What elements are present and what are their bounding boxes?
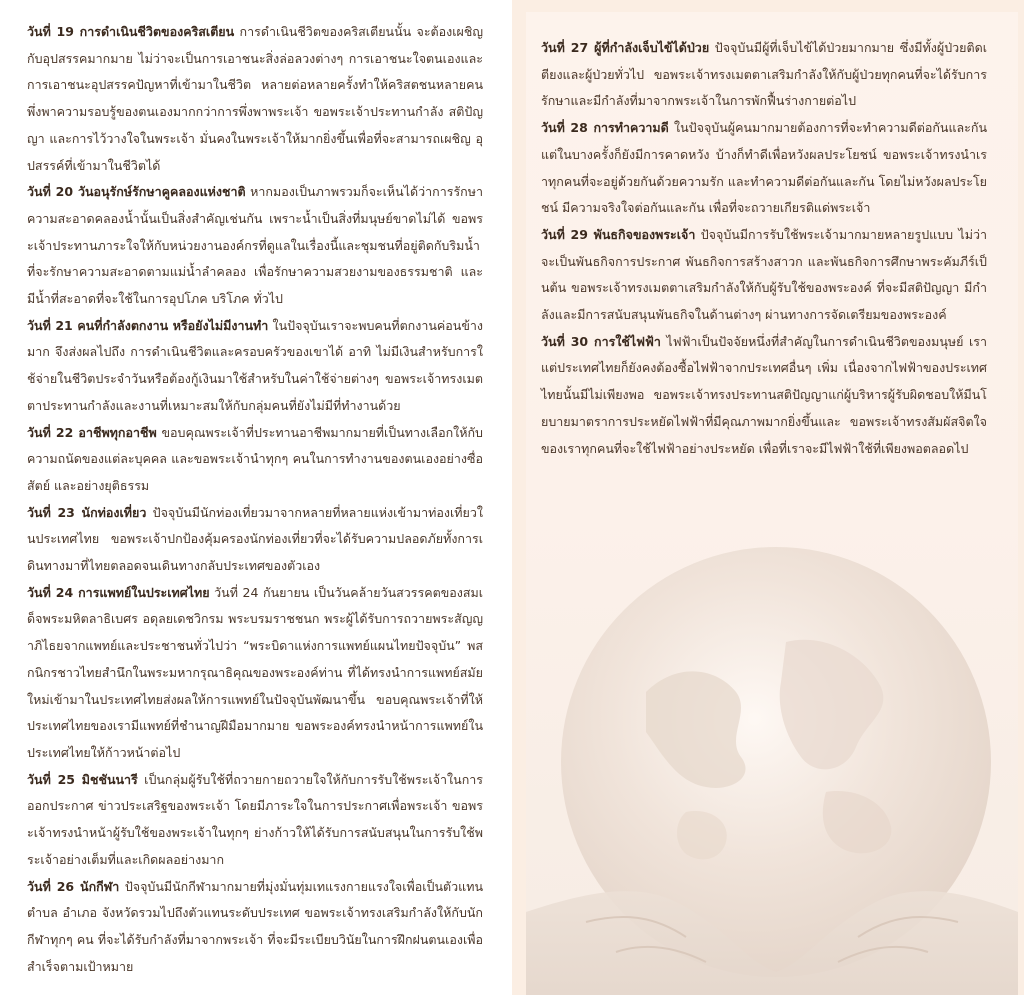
entry-text: หากมองเป็นภาพรวมก็จะเห็นได้ว่าการรักษาความสะอาดคลองน้ำนั้นเป็นสิ่งสำคัญเช่นกัน เพราะน้ำเป็นสิ่งที่มนุษย์ขาดไม่ได้ ขอพระเจ้าประทานภาระใจให้กับหน่วยงานองค์กรที่ดูแลในเรื่องนี้และชุมชนที่อยู่ติดกับริมน้ำที่จะรักษาความสะอาดตามแม่น้ำลำคลอง เพื่อรักษาความสวยงามของธรรมชาติ และมีน้ำที่สะอาดที่จะใช้ในการอุปโภค บริโภค ทั่วไป bbox=[27, 184, 483, 307]
entry-heading: วันที่ 21 คนที่กำลังตกงาน หรือยังไม่มีงานทำ bbox=[27, 317, 269, 333]
entry-text: ในปัจจุบันเราจะพบคนที่ตกงานค่อนข้างมาก จึงส่งผลไปถึง การดำเนินชีวิตและครอบครัวของเขาได้ อาทิ ไม่มีเงินสำหรับการใช้จ่ายในชีวิตประจำวันหรือต้องกู้เงินมาใช้สำหรับในค่าใช้จ่ายต่างๆ ขอพระเจ้าทรงเมตตาประทานกำลังและงานที่เหมาะสมให้กับกลุ่มคนที่ยังไม่มีที่ทำงานด้วย bbox=[27, 317, 484, 413]
right-card bbox=[526, 12, 1018, 995]
entry-day-28 bbox=[541, 115, 987, 222]
entry-heading: วันที่ 30 การใช้ไฟฟ้า bbox=[541, 333, 661, 349]
entry-text: วันที่ 24 กันยายน เป็นวันคล้ายวันสวรรคตของสมเด็จพระมหิตลาธิเบศร อดุลยเดชวิกรม พระบรมราชชนก พระผู้ได้รับการถวายพระสัญญาภิไธยจากแพทย์และประชาชนทั่วไปว่า “พระบิดาแห่งการแพทย์แผนไทยปัจจุบัน” พสกนิกรชาวไทยสำนึกในพระมหากรุณาธิคุณของพระองค์ท่าน ที่ได้ทรงนำการแพทย์สมัยใหม่เข้ามาในประเทศไทยส่งผลให้การแพทย์ในปัจจุบันพัฒนาขึ้น ขอบคุณพระเจ้าที่ให้ประเทศไทยของเรามีแพทย์ที่ชำนาญฝีมือมากมาย ขอพระองค์ทรงนำหน้าการแพทย์ในประเทศไทยให้ก้าวหน้าต่อไป bbox=[27, 584, 484, 760]
entry-day-21 bbox=[27, 313, 483, 420]
entry-heading: วันที่ 28 การทำความดี bbox=[541, 120, 669, 136]
entry-day-26 bbox=[27, 874, 483, 981]
entry-day-30 bbox=[541, 329, 987, 463]
entry-text: ปัจจุบันมีนักกีฬามากมายที่มุ่งมั่นทุ่มเทแรงกายแรงใจเพื่อเป็นตัวแทน ตำบล อำเภอ จังหวัดรวมไปถึงตัวแทนระดับประเทศ ขอพระเจ้าทรงเสริมกำลังให้กับนักกีฬาทุกๆ คน ที่จะได้รับกำลังที่มาจากพระเจ้า ที่จะมีระเบียบวินัยในการฝึกฝนตนเองเพื่อสำเร็จตามเป้าหมาย bbox=[27, 878, 483, 974]
entry-heading: วันที่ 26 นักกีฬา bbox=[27, 878, 120, 894]
entry-day-23 bbox=[27, 500, 483, 580]
entry-heading: วันที่ 23 นักท่องเที่ยว bbox=[27, 504, 147, 520]
entry-heading: วันที่ 24 การแพทย์ในประเทศไทย bbox=[27, 584, 210, 600]
entry-day-24 bbox=[27, 580, 483, 767]
entry-day-27 bbox=[541, 35, 987, 115]
entry-heading: วันที่ 19 การดำเนินชีวิตของคริสเตียน bbox=[27, 24, 235, 39]
entry-heading: วันที่ 25 มิชชันนารี bbox=[27, 771, 138, 787]
left-entries bbox=[27, 19, 483, 980]
entry-day-25 bbox=[27, 767, 483, 874]
entry-text: ปัจจุบันมีผู้ที่เจ็บไข้ได้ป่วยมากมาย ซึ่งมีทั้งผู้ป่วยติดเตียงและผู้ป่วยทั่วไป ขอพระเจ้าทรงเมตตาเสริมกำลังให้กับผู้ป่วยทุกคนที่จะได้รับการรักษาและมีกำลังที่มาจากพระเจ้าในการพักฟื้นร่างกายต่อไป bbox=[541, 40, 987, 109]
entry-heading: วันที่ 22 อาชีพทุกอาชีพ bbox=[27, 424, 157, 440]
entry-day-29 bbox=[541, 222, 987, 329]
entry-text: ปัจจุบันมีนักท่องเที่ยวมาจากหลายที่หลายแห่งเข้ามาท่องเที่ยวในประเทศไทย ขอพระเจ้าปกป้องคุ้มครองนักท่องเที่ยวที่จะได้รับความปลอดภัยทั้งการเดินทางมาที่ไทยตลอดจนเดินทางกลับประเทศของตัวเอง bbox=[27, 504, 483, 574]
entry-heading: วันที่ 27 ผู้ที่กำลังเจ็บไข้ได้ป่วย bbox=[541, 40, 710, 55]
entry-text: การดำเนินชีวิตของคริสเตียนนั้น จะต้องเผชิญกับอุปสรรคมากมาย ไม่ว่าจะเป็นการเอาชนะสิ่งล่อลวงต่างๆ การเอาชนะใจตนเองและการเอาชนะอุปสรรคปัญหาที่เข้ามาในชีวิต หลายต่อหลายครั้งทำให้คริสตชนหลายคนพึ่งพาความรอบรู้ของตนเองมากกว่าการพึ่งพาพระเจ้า ขอพระเจ้าประทานกำลัง สติปัญญา และการไว้วางใจในพระเจ้า มั่นคงในพระเจ้าให้มากยิ่งขึ้นเพื่อที่จะสามารถเผชิญ อุปสรรค์ที่เข้ามาในชีวิตได้ bbox=[27, 24, 483, 173]
entry-heading: วันที่ 29 พันธกิจของพระเจ้า bbox=[541, 226, 696, 242]
entry-text: เป็นกลุ่มผู้รับใช้ที่ถวายกายถวายใจให้กับการรับใช้พระเจ้าในการออกประกาศ ข่าวประเสริฐของพระเจ้า โดยมีภาระใจในการประกาศเพื่อพระเจ้า ขอพระเจ้าทรงนำหน้าผู้รับใช้ของพระเจ้าในทุกๆ ย่างก้าวให้ได้รับการสนับสนุนในการรับใช้พระเจ้าอย่างเต็มที่และเกิดผลอย่างมาก bbox=[27, 771, 484, 867]
entry-day-19 bbox=[27, 19, 483, 179]
entry-text: ขอบคุณพระเจ้าที่ประทานอาชีพมากมายที่เป็นทางเลือกให้กับความถนัดของแต่ละบุคคล และขอพระเจ้านำทุกๆ คนในการทำงานของตนเองอย่างซื่อสัตย์ และอย่างยุติธรรม bbox=[27, 424, 483, 493]
entry-day-22 bbox=[27, 420, 483, 500]
right-entries bbox=[541, 35, 987, 462]
right-panel bbox=[512, 0, 1024, 995]
entry-text: ไฟฟ้าเป็นปัจจัยหนึ่งที่สำคัญในการดำเนินชีวิตของมนุษย์ เรา แต่ประเทศไทยก็ยังคงต้องซื้อไฟฟ้าจากประเทศอื่นๆ เพิ่ม เนื่องจากไฟฟ้าของประเทศไทยนั้นมีไม่เพียงพอ ขอพระเจ้าทรงประทานสติปัญญาแก่ผู้บริหารผู้รับผิดชอบให้มีนโยบายมาตราการประหยัดไฟฟ้าที่มีคุณภาพมากยิ่งขึ้นและ ขอพระเจ้าทรงสัมผัสจิตใจของเราทุกคนที่จะใช้ไฟฟ้าอย่างประหยัด เพื่อที่เราจะมีไฟฟ้าใช้ที่เพียงพอตลอดไป bbox=[541, 333, 987, 456]
entry-text: ในปัจจุบันผู้คนมากมายต้องการที่จะทำความดีต่อกันและกัน แต่ในบางครั้งก็ยังมีการคาดหวัง บ้างก็ทำดีเพื่อหวังผลประโยชน์ ขอพระเจ้าทรงนำเราทุกคนที่จะอยู่ด้วยกันด้วยความรัก และทำความดีต่อกันและกัน โดยไม่หวังผลประโยชน์ มีความจริงใจต่อกันและกัน เพื่อที่จะถวายเกียรติแด่พระเจ้า bbox=[541, 120, 987, 216]
entry-heading: วันที่ 20 วันอนุรักษ์รักษาคูคลองแห่งชาติ bbox=[27, 184, 246, 200]
entry-day-20 bbox=[27, 179, 483, 313]
entry-text: ปัจจุบันมีการรับใช้พระเจ้ามากมายหลายรูปแบบ ไม่ว่าจะเป็นพันธกิจการประกาศ พันธกิจการสร้างสาวก และพันธกิจการศึกษาพระคัมภีร์เป็นต้น ขอพระเจ้าทรงเมตตาเสริมกำลังให้กับผู้รับใช้ของพระองค์ ที่จะมีสติปัญญา มีกำลังและมีการสนับสนุนพันธกิจในด้านต่างๆ ผ่านทางการจัดเตรียมของพระองค์ bbox=[541, 226, 987, 323]
globe-in-hands-icon bbox=[526, 492, 1018, 995]
